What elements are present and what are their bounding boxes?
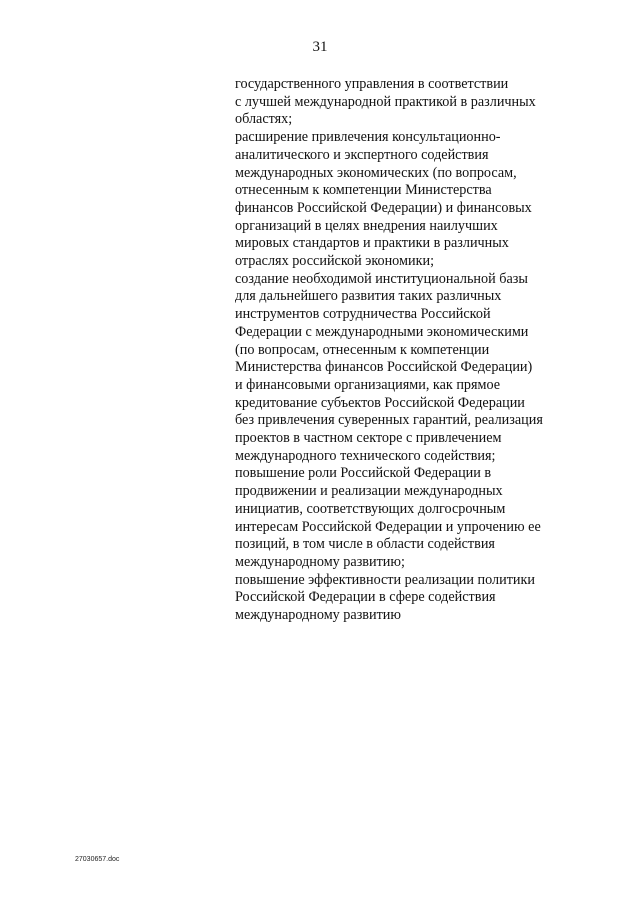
text-line: аналитического и экспертного содействия	[235, 146, 489, 163]
text-line: проектов в частном секторе с привлечением	[235, 430, 502, 447]
text-line: Российской Федерации в сфере содействия	[235, 589, 496, 606]
text-line: Министерства финансов Российской Федерации)	[235, 359, 533, 376]
page-number: 31	[312, 39, 328, 55]
text-line: международному развитию;	[235, 553, 405, 570]
text-line: позиций, в том числе в области содействия	[235, 536, 495, 553]
text-line: государственного управления в соответствии	[235, 76, 509, 92]
text-line: Федерации с международными экономическими	[235, 323, 529, 340]
text-line: (по вопросам, отнесенным к компетенции	[235, 341, 490, 358]
text-line: инструментов сотрудничества Российской	[235, 306, 491, 323]
text-line: и финансовыми организациями, как прямое	[235, 376, 501, 393]
text-line: без привлечения суверенных гарантий, реализация	[235, 412, 543, 429]
text-line: областях;	[235, 111, 293, 128]
text-line: повышение эффективности реализации политики	[235, 571, 535, 588]
text-line: с лучшей международной практикой в различных	[235, 93, 536, 110]
text-line: повышение роли Российской Федерации в	[235, 465, 492, 482]
text-line: создание необходимой институциональной базы	[235, 270, 528, 287]
text-line: мировых стандартов и практики в различных	[235, 235, 509, 252]
footer-filename: 27030657.doc	[75, 856, 120, 863]
text-line: организаций в целях внедрения наилучших	[235, 217, 498, 234]
text-line: финансов Российской Федерации) и финансовых	[235, 199, 532, 216]
text-line: продвижении и реализации международных	[235, 483, 503, 500]
body-text	[235, 76, 625, 625]
text-line: для дальнейшего развития таких различных	[235, 288, 502, 305]
text-line: международных экономических (по вопросам,	[235, 164, 517, 181]
text-line: международному развитию	[235, 607, 401, 624]
text-line: отраслях российской экономики;	[235, 253, 435, 270]
text-line: интересам Российской Федерации и упрочению ее	[235, 518, 541, 535]
text-line: расширение привлечения консультационно-	[235, 129, 501, 146]
text-line: международного технического содействия;	[235, 447, 496, 464]
text-line: кредитование субъектов Российской Федерации	[235, 394, 525, 411]
text-line: отнесенным к компетенции Министерства	[235, 182, 492, 199]
text-line: инициатив, соответствующих долгосрочным	[235, 500, 506, 517]
